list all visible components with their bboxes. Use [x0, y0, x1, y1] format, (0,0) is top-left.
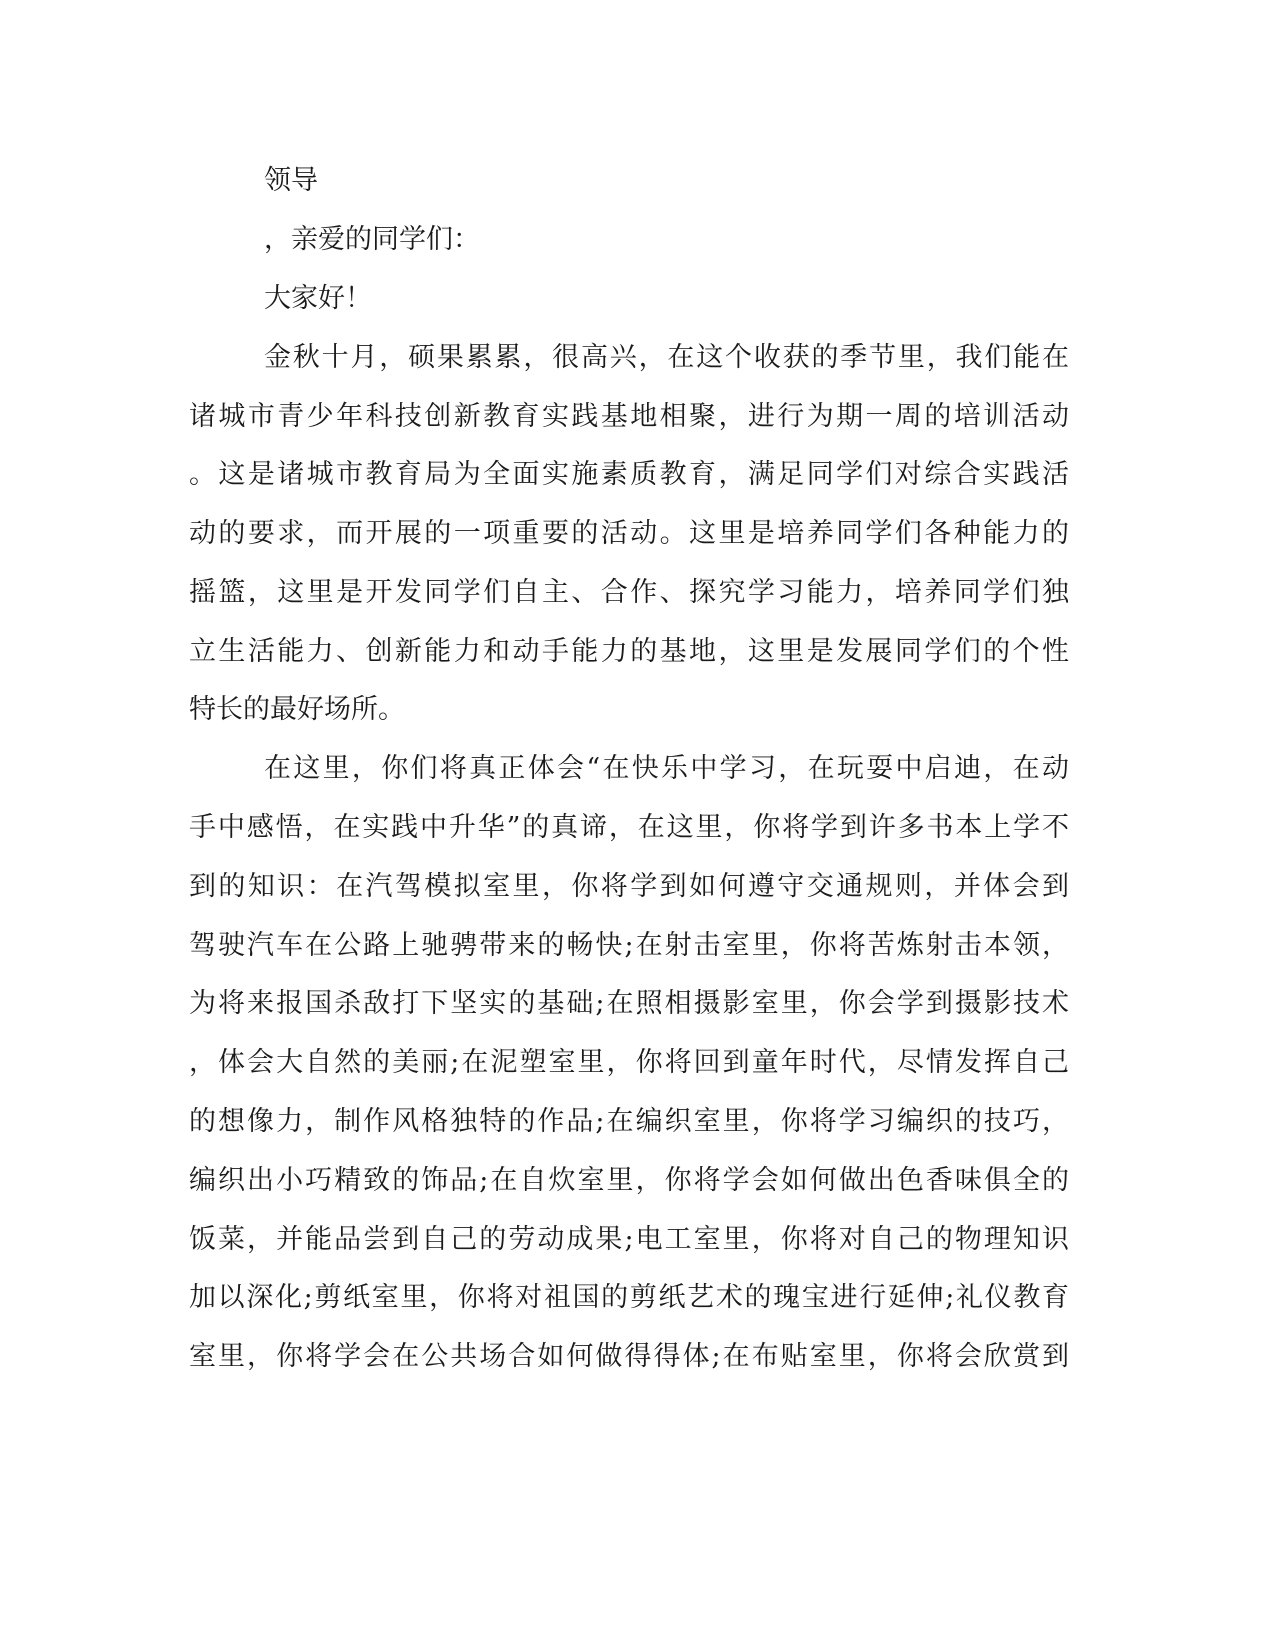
paragraph2-line: ，体会大自然的美丽;在泥塑室里，你将回到童年时代，尽情发挥自己 — [189, 1047, 1069, 1078]
paragraph2-line: 编织出小巧精致的饰品;在自炊室里，你将学会如何做出色香味俱全的 — [189, 1165, 1069, 1196]
paragraph1-line: 特长的最好场所。 — [189, 694, 405, 725]
paragraph2-line: 饭菜，并能品尝到自己的劳动成果;电工室里，你将对自己的物理知识 — [189, 1224, 1069, 1255]
paragraph1-line: 诸城市青少年科技创新教育实践基地相聚，进行为期一周的培训活动 — [189, 401, 1069, 432]
paragraph1-line: 动的要求，而开展的一项重要的活动。这里是培养同学们各种能力的 — [189, 518, 1069, 549]
greeting-leaders: 领导 — [264, 165, 318, 196]
paragraph2-line: 室里，你将学会在公共场合如何做得得体;在布贴室里，你将会欣赏到 — [189, 1341, 1069, 1372]
paragraph2-line: 到的知识：在汽驾模拟室里，你将学到如何遵守交通规则，并体会到 — [189, 871, 1069, 902]
paragraph1-line: 立生活能力、创新能力和动手能力的基地，这里是发展同学们的个性 — [189, 636, 1069, 667]
paragraph1-line: 金秋十月，硕果累累，很高兴，在这个收获的季节里，我们能在 — [264, 342, 1069, 373]
paragraph2-line: 手中感悟，在实践中升华”的真谛，在这里，你将学到许多书本上学不 — [189, 812, 1069, 843]
paragraph2-line: 加以深化;剪纸室里，你将对祖国的剪纸艺术的瑰宝进行延伸;礼仪教育 — [189, 1282, 1069, 1313]
paragraph2-line: 在这里，你们将真正体会“在快乐中学习，在玩耍中启迪，在动 — [264, 753, 1069, 784]
greeting-hello: 大家好！ — [264, 283, 372, 314]
paragraph2-line: 驾驶汽车在公路上驰骋带来的畅快;在射击室里，你将苦炼射击本领， — [189, 930, 1069, 961]
paragraph1-line: 摇篮，这里是开发同学们自主、合作、探究学习能力，培养同学们独 — [189, 577, 1069, 608]
paragraph2-line: 为将来报国杀敌打下坚实的基础;在照相摄影室里，你会学到摄影技术 — [189, 988, 1069, 1019]
paragraph2-line: 的想像力，制作风格独特的作品;在编织室里，你将学习编织的技巧， — [189, 1106, 1069, 1137]
paragraph1-line: 。这是诸城市教育局为全面实施素质教育，满足同学们对综合实践活 — [189, 459, 1069, 490]
greeting-students: ，亲爱的同学们： — [264, 224, 480, 255]
